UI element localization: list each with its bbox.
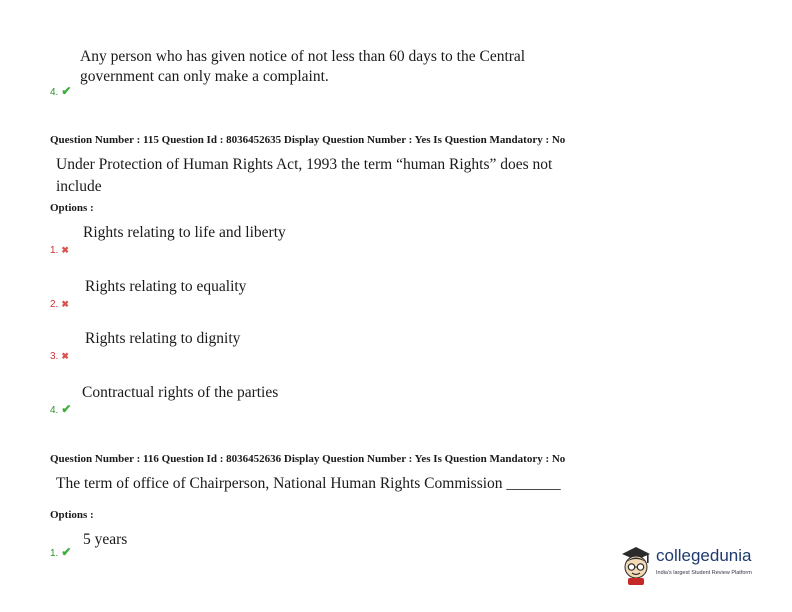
option-number: 3.: [50, 351, 59, 362]
question-116-option-1-text: 5 years: [83, 531, 128, 548]
question-115-option-1-text: Rights relating to life and liberty: [83, 224, 286, 241]
collegedunia-logo: [618, 542, 768, 588]
question-116-text: The term of office of Chairperson, National Human Rights Commission _______: [56, 475, 561, 492]
option-number: 4.: [50, 87, 59, 98]
logo-wordmark: collegedunia: [656, 546, 752, 565]
cross-icon: ✖: [61, 351, 69, 361]
option-number: 2.: [50, 299, 59, 310]
student-mascot-icon: [618, 542, 654, 586]
question-116-option-1-marker: [50, 543, 71, 561]
question-115-meta: Question Number : 115 Question Id : 8036452635 Display Question Number : Yes Is Question Mandatory : No: [50, 134, 566, 146]
question-115-option-3-text: Rights relating to dignity: [85, 330, 241, 347]
question-115-option-4-marker: [50, 400, 71, 418]
check-icon: ✔: [61, 402, 72, 416]
check-icon: ✔: [61, 84, 72, 98]
cross-icon: ✖: [61, 245, 69, 255]
question-115-text-line1: Under Protection of Human Rights Act, 1993 the term “human Rights” does not: [56, 156, 553, 173]
prev-option-4-text-line2: government can only make a complaint.: [80, 68, 329, 85]
question-115-option-3-marker: [50, 346, 69, 364]
cross-icon: ✖: [61, 299, 69, 309]
question-116-options-label: Options :: [50, 509, 94, 521]
prev-option-4-text-line1: Any person who has given notice of not less than 60 days to the Central: [80, 48, 526, 65]
question-115-option-4-text: Contractual rights of the parties: [82, 384, 279, 401]
question-115-option-1-marker: [50, 240, 69, 258]
question-115-options-label: Options :: [50, 202, 94, 214]
option-number: 1.: [50, 245, 59, 256]
option-number: 4.: [50, 405, 59, 416]
question-115-text-line2: include: [56, 178, 102, 195]
prev-option-4-marker: [50, 82, 71, 100]
option-number: 1.: [50, 548, 59, 559]
question-115-option-2-text: Rights relating to equality: [85, 278, 247, 295]
question-116-meta: Question Number : 116 Question Id : 8036452636 Display Question Number : Yes Is Question Mandatory : No: [50, 453, 566, 465]
question-115-option-2-marker: [50, 294, 69, 312]
logo-tagline: India's largest Student Review Platform: [656, 570, 752, 576]
check-icon: ✔: [61, 545, 72, 559]
